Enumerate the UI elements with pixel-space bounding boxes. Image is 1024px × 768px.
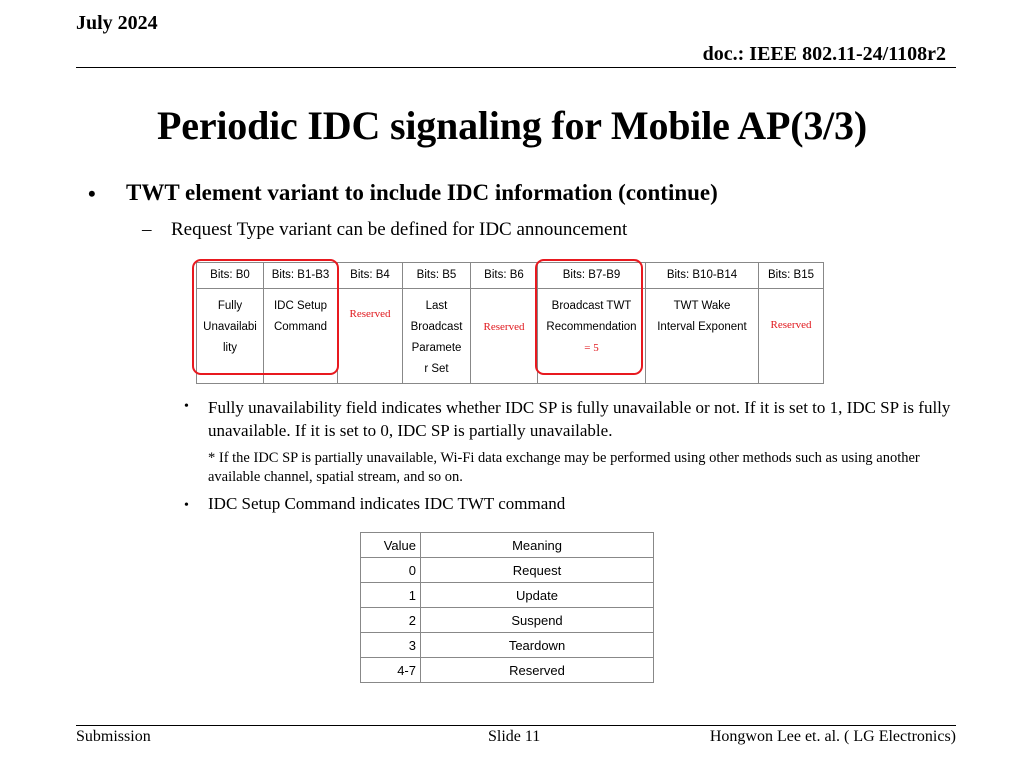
idc-setup-command-values-table: [360, 532, 654, 683]
field-header: Bits: B0: [197, 263, 264, 289]
meaning-cell: Teardown: [421, 633, 654, 658]
footer-divider: [76, 725, 956, 726]
highlight-box-b7-b9: [535, 259, 643, 375]
table-row: [361, 608, 654, 633]
field-twt-wake-interval-exponent: TWT Wake Interval Exponent: [646, 289, 759, 384]
footer-submission: Submission: [76, 728, 151, 745]
value-cell: 4-7: [361, 658, 421, 683]
highlight-box-b0-b3: [192, 259, 339, 375]
table-row: [361, 633, 654, 658]
header-doc-id: doc.: IEEE 802.11-24/1108r2: [702, 43, 946, 65]
field-header: Bits: B15: [759, 263, 824, 289]
field-fully-unavailability: Fully Unavailabi lity: [197, 289, 264, 384]
meaning-cell: Suspend: [421, 608, 654, 633]
meaning-cell: Update: [421, 583, 654, 608]
fully-unavailability-description: Fully unavailability field indicates whether IDC SP is fully unavailable or not. If it is set to 1, IDC SP is fully unavailable. If it is set to 0, IDC SP is partially unavailable.: [208, 398, 951, 440]
meaning-cell: Reserved: [421, 658, 654, 683]
meaning-header: Meaning: [421, 533, 654, 558]
table-row: [361, 583, 654, 608]
sub-bullet: Request Type variant can be defined for IDC announcement: [171, 219, 628, 240]
field-header: Bits: B10-B14: [646, 263, 759, 289]
bullet-dot: •: [88, 181, 96, 206]
table-row: [361, 658, 654, 683]
field-reserved-b15: Reserved: [759, 289, 824, 384]
slide-title: Periodic IDC signaling for Mobile AP(3/3): [157, 103, 867, 148]
slide-number: Slide 11: [488, 728, 541, 745]
bullet-dot: •: [184, 399, 189, 414]
field-broadcast-twt-recommendation: Broadcast TWT Recommendation = 5: [538, 289, 646, 384]
header-divider: [76, 67, 956, 68]
table-header-row: [361, 533, 654, 558]
partial-unavailability-note: * If the IDC SP is partially unavailable, Wi-Fi data exchange may be performed using other methods such as using another available channel, spatial stream, and so on.: [208, 450, 920, 485]
value-cell: 2: [361, 608, 421, 633]
footer-author: Hongwon Lee et. al. ( LG Electronics): [709, 728, 956, 745]
value-cell: 0: [361, 558, 421, 583]
field-header: Bits: B4: [338, 263, 403, 289]
field-header: Bits: B1-B3: [264, 263, 338, 289]
field-last-broadcast-parameter-set: Last Broadcast Paramete r Set: [403, 289, 471, 384]
value-header: Value: [361, 533, 421, 558]
header-date: July 2024: [76, 12, 158, 34]
meaning-cell: Request: [421, 558, 654, 583]
field-reserved-b6: Reserved: [471, 289, 538, 384]
field-reserved-b4: Reserved: [338, 289, 403, 384]
field-header: Bits: B6: [471, 263, 538, 289]
value-cell: 1: [361, 583, 421, 608]
sub-bullet-dash: –: [142, 219, 152, 240]
table-row: [361, 558, 654, 583]
field-header: Bits: B5: [403, 263, 471, 289]
field-idc-setup-command: IDC Setup Command: [264, 289, 338, 384]
bullet-dot: •: [184, 498, 189, 513]
main-bullet: TWT element variant to include IDC information (continue): [126, 180, 718, 205]
idc-setup-command-description: IDC Setup Command indicates IDC TWT command: [208, 494, 566, 513]
value-cell: 3: [361, 633, 421, 658]
field-header: Bits: B7-B9: [538, 263, 646, 289]
